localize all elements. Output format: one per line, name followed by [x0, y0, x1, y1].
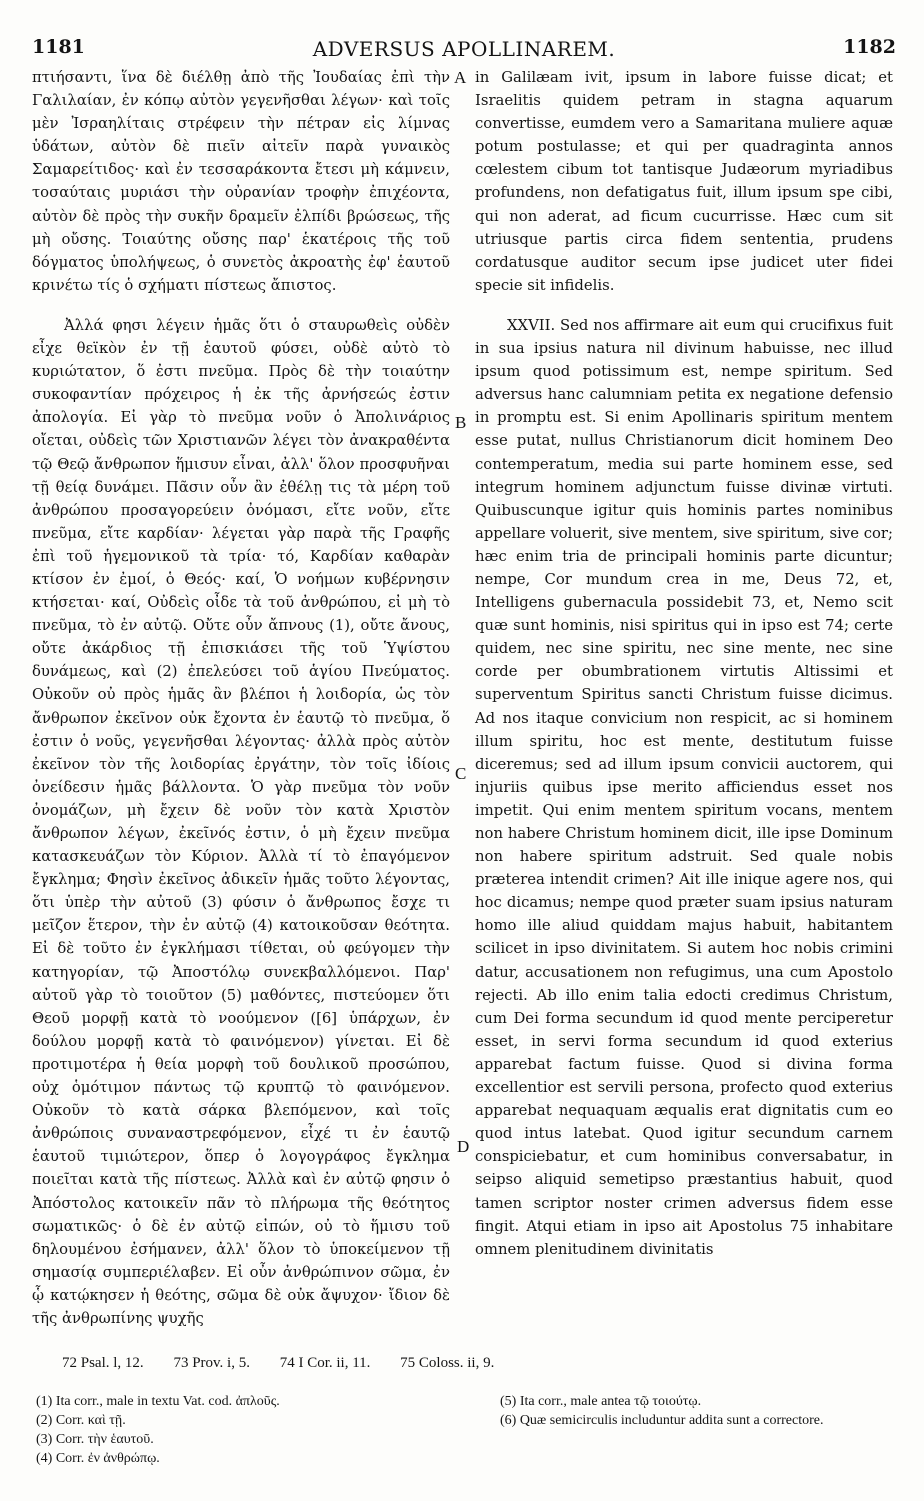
greek-paragraph-1: πτιήσαντι, ἵνα δὲ διέλθῃ ἀπὸ τῆς Ἰουδαίας ἐπὶ τὴν Γαλιλαίαν, ἐν κόπῳ αὐτὸν γεγενῆσθαι λέγων· καὶ τοῖς μὲν Ἰσραηλίταις στρέφειν τὴν πέτραν εἰς λίμνας ὑδάτων, αὐτὸν δὲ πιεῖν αἰτεῖν παρὰ γυναικὸς Σαμαρείτιδος· καὶ ἐν τεσσαράκοντα ἔτεσι μὴ κάμνειν, τοσαύταις μυριάσι τὴν οὐρανίαν τροφὴν ἐπιχέοντα, αὐτὸν δὲ πρὸς τὴν συκῆν δραμεῖν ἐλπίδι βρώσεως, τῆς μὴ οὔσης. Τοιαύτης οὔσης παρ' ἑκατέροις τῆς τοῦ δόγματος ὑπολήψεως, ὁ συνετὸς ἀκροατὴς ἐφ' ἑαυτοῦ κρινέτω τίς ὁ σχήματι πίστεως ἄπιστος.	[32, 69, 450, 294]
footnote: (5) Ita corr., male antea τῷ τοιούτῳ.	[500, 1394, 702, 1409]
latin-paragraph-1: in Galilæam ivit, ipsum in labore fuisse dicat; et Israelitis quidem petram in stagna aquarum convertisse, eumdem vero a Samaritana muliere aquæ potum postulasse; et qui per quadraginta annos cœlestem cibum tot tantisque Judæorum myriadibus profundens, non defatigatus fuit, illum ipsum spe cibi, qui non aderat, ad ficum cucurrisse. Hæc cum sit utriusque partis circa fidem sententia, prudens cordatusque auditor secum ipse judicet uter fidei specie sit infidelis.	[475, 69, 893, 294]
scripture-ref: 72 Psal. l, 12.	[62, 1355, 144, 1371]
greek-paragraph-2: Ἀλλά φησι λέγειν ἡμᾶς ὅτι ὁ σταυρωθεὶς οὐδὲν εἶχε θεϊκὸν ἐν τῇ ἑαυτοῦ φύσει, οὐδὲ αὐτὸ τὸ κυριώτατον, ὅ ἐστι πνεῦμα. Πρὸς δὲ τὴν τοιαύτην συκοφαντίαν πρόχειρος ἡ ἐκ τῆς ἀρνήσεώς ἐστιν ἀπολογία. Εἰ γὰρ τὸ πνεῦμα νοῦν ὁ Ἀπολινάριος οἴεται, οὐδεὶς τῶν Χριστιανῶν λέγει τὸν ἀνακραθέντα τῷ Θεῷ ἄνθρωπον ἥμισυν εἶναι, ἀλλ' ὅλον προσφυῆναι τῇ θείᾳ δυνάμει. Πᾶσιν οὖν ἂν ἐθέλῃ τις τὰ μέρη τοῦ ἀνθρώπου προσαγορεύειν ὀνόμασι, εἴτε νοῦν, εἴτε πνεῦμα, εἴτε καρδίαν· λέγεται γὰρ παρὰ τῆς Γραφῆς ἐπὶ τοῦ ἡγεμονικοῦ τὰ τρία· τό, Καρδίαν καθαρὰν κτίσον ἐν ἐμοί, ὁ Θεός· καί, Ὁ νοήμων κυβέρνησιν κτήσεται· καί, Οὐδεὶς οἶδε τὰ τοῦ ἀνθρώπου, εἰ μὴ τὸ πνεῦμα, τὸ ἐν αὐτῷ. Οὔτε οὖν ἄπνους (1), οὔτε ἄνους, οὔτε ἀκάρδιος τῇ ἐπισκιάσει τῆς τοῦ Ὑψίστου δυνάμεως, καὶ (2) ἐπελεύσει τοῦ ἁγίου Πνεύματος. Οὐκοῦν οὐ πρὸς ἡμᾶς ἂν βλέποι ἡ λοιδορία, ὡς τὸν ἄνθρωπον ἐκεῖνον οὐκ ἔχοντα ἐν ἑαυτῷ τὸ πνεῦμα, ὅ ἐστιν ὁ νοῦς, γεγενῆσθαι λέγοντας· ἀλλὰ πρὸς αὐτὸν ἐκεῖνον τὸν τῆς λοιδορίας ἐργάτην, τὸν τοῖς ἰδίοις ὀνείδεσιν ἡμᾶς βάλλοντα. Ὁ γὰρ πνεῦμα τὸν νοῦν ὀνομάζων, μὴ ἔχειν δὲ νοῦν τὸν κατὰ Χριστὸν ἄνθρωπον λέγων, ἐκεῖνός ἐστιν, ὁ μὴ ἔχειν πνεῦμα κατασκευάζων τὸν Κύριον. Ἀλλὰ τί τὸ ἐπαγόμενον ἔγκλημα; Φησὶν ἐκεῖνος ἀδικεῖν ἡμᾶς τοῦτο λέγοντας, ὅτι ὑπὲρ τὴν αὐτοῦ (3) φύσιν ὁ ἄνθρωπος ἔσχε τι μεῖζον ἕτερον, τὴν ἐν αὐτῷ (4) κατοικοῦσαν θεότητα. Εἰ δὲ τοῦτο ἐν ἐγκλήμασι τίθεται, οὐ φεύγομεν τὴν κατηγορίαν, τῷ Ἀποστόλῳ συνεκβαλλόμενοι. Παρ' αὐτοῦ γὰρ τὸ τοιοῦτον (5) μαθόντες, πιστεύομεν ὅτι Θεοῦ μορφῇ κατὰ τὸ νοούμενον ([6] ὑπάρχων, ἐν δούλου μορφῇ κατὰ τὸ φαινόμενον) γίνεται. Εἰ δὲ προτιμοτέρα ἡ θεία μορφὴ τοῦ δουλικοῦ προσώπου, οὐχ ὁμότιμον πάντως τῷ κρυπτῷ τὸ φαινόμενον. Οὐκοῦν τὸ κατὰ σάρκα βλεπόμενον, καὶ τοῖς ἀνθρώποις συναναστρεφόμενον, εἶχέ τι ἐν ἑαυτῷ ἑαυτοῦ τιμιώτερον, ὅπερ ὁ λογογράφος ἔγκλημα ποιεῖται κατὰ τῆς πίστεως. Ἀλλὰ καὶ ἐν αὐτῷ φησιν ὁ Ἀπόστολος κατοικεῖν πᾶν τὸ πλήρωμα τῆς θεότητος σωματικῶς· ὁ δὲ ἐν αὐτῷ εἰπών, οὐ τὸ ἥμισυ τοῦ δηλουμένου ἐσήμανεν, ἀλλ' ὅλον τὸ ὑποκείμενον τῇ σημασίᾳ συμπεριέλαβεν. Εἰ οὖν ἀνθρώπινον σῶμα, ἐν ᾧ κατῴκησεν ἡ θεότης, σῶμα δὲ οὐκ ἄψυχον· ἴδιον δὲ τῆς ἀνθρωπίνης ψυχῆς	[32, 316, 450, 1327]
margin-letter-a: A	[454, 68, 467, 87]
page-header	[32, 36, 896, 62]
footnotes-right	[500, 1392, 900, 1430]
footnotes-left	[36, 1392, 456, 1468]
footnote: (6) Quæ semicirculis includuntur addita sunt a correctore.	[500, 1413, 824, 1428]
footnote: (2) Corr. καὶ τῇ.	[36, 1413, 126, 1428]
latin-column	[475, 66, 893, 1261]
scripture-references	[62, 1355, 520, 1372]
margin-letter-c: C	[455, 764, 467, 783]
latin-paragraph-2: XXVII. Sed nos affirmare ait eum qui crucifixus fuit in sua ipsius natura nil divinum habuisse, nec illud ipsum quod potissimum est, nempe spiritum. Sed adversus hanc calumniam petita ex negatione defensio in promptu est. Si enim Apollinaris spiritum mentem esse putat, nullus Christianorum dicit hominem Deo contemperatum, media sui parte hominem esse, sed integrum hominem adjunctum fuisse divinæ virtuti. Quibuscunque igitur quis hominis partes nominibus appellare voluerit, sive mentem, sive spiritum, sive cor; hæc enim tria de principali hominis parte dicuntur; nempe, Cor mundum crea in me, Deus 72, et, Intelligens gubernacula possidebit 73, et, Nemo scit quæ sunt hominis, nisi spiritus qui in ipso est 74; certe quidem, nec sine spiritu, nec sine mente, nec sine corde per obumbrationem virtutis Altissimi et superventum Spiritus sancti Christum fuisse dicimus. Ad nos itaque convicium non respicit, ac si hominem illum spiritu, hoc est mente, destitutum fuisse diceremus; sed ad illum ipsum convicii auctorem, qui injuriis quibus ipse merito afficiendus esset nos impetit. Qui enim mentem spiritum vocans, mentem non habere Christum hominem dicit, ille ipse Dominum non habere spiritum adstruit. Sed quale nobis præterea intendit crimen? Ait ille inique agere nos, qui hoc dicamus; nempe quod præter suam ipsius naturam homo ille aliud quiddam majus habuit, habitantem scilicet in ipso divinitatem. Si autem hoc nobis crimini datur, accusationem non refugimus, una cum Apostolo rejecti. Ab illo enim talia edocti credimus Christum, cum Dei forma secundum id quod mente perciperetur esset, in servi forma secundum id quod exterius apparebat factum fuisse. Quod si divina forma excellentior est servili persona, profecto quod exterius apparebat nequaquam æqualis erat dignitatis cum eo quod intus latebat. Quod igitur secundum carnem conspiciebatur, et cum hominibus conversabatur, in seipso aliquid semetipso præstantius habuit, quod tamen scriptor noster crimen adversus fidem esse fingit. Atqui etiam in ipso ait Apostolus 75 inhabitare omnem plenitudinem divinitatis	[475, 316, 893, 1258]
scripture-ref: 74 I Cor. ii, 11.	[279, 1355, 371, 1371]
footnote: (3) Corr. τὴν ἑαυτοῦ.	[36, 1432, 154, 1447]
running-title: ADVERSUS APOLLINAREM.	[312, 37, 616, 61]
page-number-left: 1181	[32, 36, 85, 58]
scripture-ref: 75 Coloss. ii, 9.	[400, 1355, 495, 1371]
margin-letter-d: D	[457, 1137, 470, 1156]
footnote: (4) Corr. ἐν ἀνθρώπῳ.	[36, 1451, 160, 1466]
margin-letter-b: B	[455, 413, 467, 432]
footnote: (1) Ita corr., male in textu Vat. cod. ἀπλοῦς.	[36, 1394, 280, 1409]
scripture-ref: 73 Prov. i, 5.	[173, 1355, 250, 1371]
greek-column	[32, 66, 450, 1330]
page-number-right: 1182	[843, 36, 896, 58]
